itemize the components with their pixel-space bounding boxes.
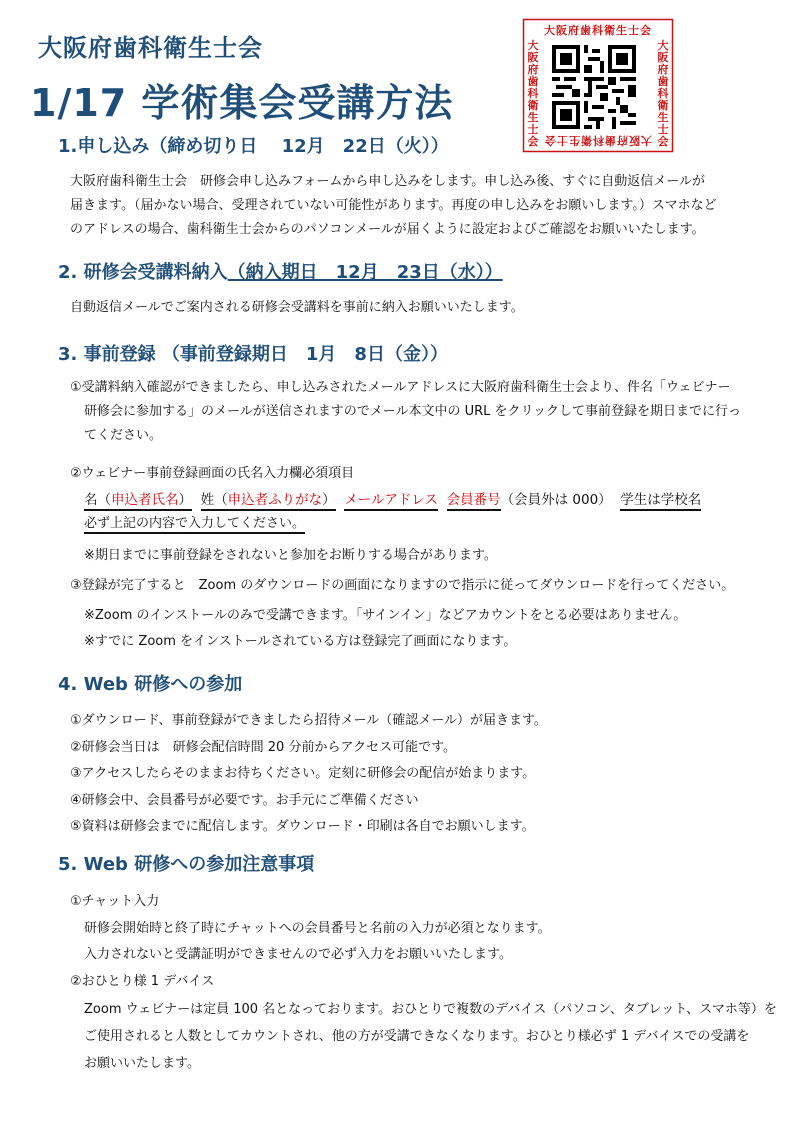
section-3-item-3-note-1: ※Zoom のインストールのみで受講できます。「サインイン」などアカウントをとる必要はありません。 <box>84 608 687 623</box>
stamp-text-right: 大阪府歯科衛生士会 <box>657 39 669 148</box>
stamp-text-top: 大阪府歯科衛生士会 <box>544 24 652 37</box>
section-5-sub-2-line: Zoom ウェビナーは定員 100 名となっております。おひとりで複数のデバイス（パソコン、タブレット、スマホ等）を <box>84 1002 777 1017</box>
section-1-line: のアドレスの場合、歯科衛生士会からのパソコンメールが届くように設定およびご確認をお願いいたします。 <box>70 222 705 237</box>
section-5-sub-1-title: ①チャット入力 <box>70 894 160 909</box>
list-item: ③アクセスしたらそのままお待ちください。定刻に研修会の配信が始まります。 <box>70 766 536 781</box>
required-fields-instruction: 必ず上記の内容で入力してください。 <box>84 516 305 534</box>
section-3-item-1-line: ①受講料納入確認ができましたら、申し込みされたメールアドレスに大阪府歯科衛生士会より、件名「ウェビナー <box>70 380 731 395</box>
section-2-body: 自動返信メールでご案内される研修会受講料を事前に納入お願いいたします。 <box>70 300 524 315</box>
section-5-sub-2-line: お願いいたします。 <box>84 1056 200 1071</box>
section-3-item-3: ③登録が完了すると Zoom のダウンロードの画面になりますので指示に従ってダウンロードを行ってください。 <box>70 578 735 593</box>
list-item: ④研修会中、会員番号が必要です。お手元にご準備ください <box>70 792 419 808</box>
section-1-line: 届きます。（届かない場合、受理されていない可能性があります。再度の申し込みをお願いします。）スマホなど <box>70 198 717 213</box>
organization-name: 大阪府歯科衛生士会 <box>38 34 263 62</box>
required-fields <box>84 488 701 512</box>
section-2-deadline: （納入期日 12月 23日（水）） <box>227 262 503 283</box>
field-student: 学生は学校名 <box>620 492 701 511</box>
section-4-list <box>70 708 547 841</box>
list-item: ⑤資料は研修会までに配信します。ダウンロード・印刷は各自でお願いします。 <box>70 819 535 834</box>
page-title: 1/17 学術集会受講方法 <box>30 81 454 125</box>
section-3-item-1 <box>70 376 741 448</box>
section-3-item-1-line: てください。 <box>84 428 163 443</box>
required-fields-line2 <box>84 512 305 536</box>
stamp-text-left: 大阪府歯科衛生士会 <box>527 39 539 148</box>
section-3-item-1-line: 研修会に参加する」のメールが送信されますのでメール本文中の URL をクリックして事前登録を期日までに行っ <box>84 404 742 419</box>
field-first-name: 名（申込者氏名） <box>84 492 192 511</box>
section-2-heading-label: 2. 研修会受講料納入 <box>58 262 228 283</box>
section-3-item-2-note: ※期日までに事前登録をされないと参加をお断りする場合があります。 <box>84 548 497 563</box>
section-5-sub-2-title: ②おひとり様 1 デバイス <box>70 974 215 989</box>
field-member-number: 会員番号 <box>447 492 501 511</box>
field-email: メールアドレス <box>344 492 438 511</box>
section-1-heading: 1.申し込み（締め切り日 12月 22日（火）） <box>58 136 449 157</box>
stamp-text-bottom: 大阪府歯科衛生士会 <box>544 134 652 147</box>
section-1-line: 大阪府歯科衛生士会 研修会申し込みフォームから申し込みをします。申し込み後、すぐに自動返信メールが <box>70 174 706 189</box>
qr-stamp <box>522 18 674 153</box>
list-item: ②研修会当日は 研修会配信時間 20 分前からアクセス可能です。 <box>70 739 457 755</box>
section-3-heading: 3. 事前登録 （事前登録期日 1月 8日（金）） <box>58 344 448 365</box>
field-member-note: （会員外は 000） <box>500 492 612 508</box>
section-2-heading <box>58 258 503 284</box>
section-3-item-3-note-2: ※すでに Zoom をインストールされている方は登録完了画面になります。 <box>84 634 517 649</box>
section-4-heading: 4. Web 研修への参加 <box>58 674 243 695</box>
field-last-name: 姓（申込者ふりがな） <box>201 492 336 511</box>
section-5-sub-1-body <box>84 916 551 968</box>
section-5-sub-2-line: ご使用されると人数としてカウントされ、他の方が受講できなくなります。おひとり様必ず 1 デバイスでの受講を <box>84 1029 750 1044</box>
section-5-sub-1-line: 研修会開始時と終了時にチャットへの会員番号と名前の入力が必須となります。 <box>84 921 551 936</box>
section-3-item-2-title: ②ウェビナー事前登録画面の氏名入力欄必須項目 <box>70 466 355 481</box>
section-1-body <box>70 170 717 242</box>
section-5-sub-2-body <box>84 996 777 1077</box>
list-item: ①ダウンロード、事前登録ができましたら招待メール（確認メール）が届きます。 <box>70 713 547 728</box>
section-5-heading: 5. Web 研修への参加注意事項 <box>58 854 315 875</box>
qr-code-icon[interactable] <box>552 45 636 129</box>
section-5-sub-1-line: 入力されないと受講証明ができませんので必ず入力をお願いいたします。 <box>84 947 512 962</box>
